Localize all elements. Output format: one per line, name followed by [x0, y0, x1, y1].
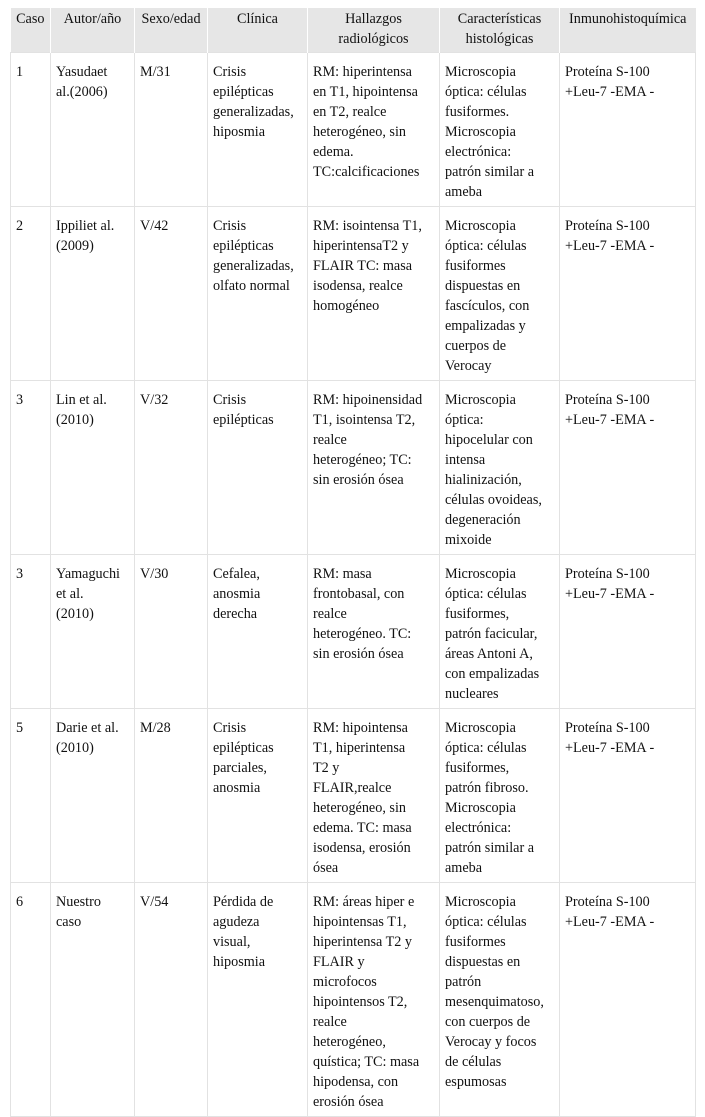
cell-sexo-edad: V/32: [135, 381, 208, 555]
cell-inmuno: Proteína S-100 +Leu-7 -EMA -: [560, 555, 696, 709]
cell-inmuno: Proteína S-100 +Leu-7 -EMA -: [560, 207, 696, 381]
cases-table: [10, 8, 696, 1117]
cell-clinica: Crisis epilépticas generalizadas, hiposmia: [208, 53, 308, 207]
cell-clinica: Crisis epilépticas parciales, anosmia: [208, 709, 308, 883]
cell-histologicas: Microscopia óptica: células fusiformes dispuestas en patrón mesenquimatoso, con cuerpos de Verocay y focos de células espumosas: [440, 883, 560, 1117]
cell-histologicas: Microscopia óptica: células fusiformes, patrón fibroso. Microscopia electrónica: patrón similar a ameba: [440, 709, 560, 883]
cell-sexo-edad: V/42: [135, 207, 208, 381]
header-caso: Caso: [11, 8, 51, 53]
cell-caso: 1: [11, 53, 51, 207]
cell-caso: 5: [11, 709, 51, 883]
cell-sexo-edad: M/28: [135, 709, 208, 883]
cell-caso: 2: [11, 207, 51, 381]
header-clinica: Clínica: [208, 8, 308, 53]
cell-caso: 3: [11, 555, 51, 709]
cell-clinica: Pérdida de agudeza visual, hiposmia: [208, 883, 308, 1117]
table-row: [11, 883, 696, 1117]
cell-autor: Ippiliet al. (2009): [51, 207, 135, 381]
header-autor: Autor/año: [51, 8, 135, 53]
table-row: [11, 207, 696, 381]
cell-sexo-edad: V/54: [135, 883, 208, 1117]
table-row: [11, 381, 696, 555]
cell-inmuno: Proteína S-100 +Leu-7 -EMA -: [560, 53, 696, 207]
table-row: [11, 709, 696, 883]
cell-caso: 6: [11, 883, 51, 1117]
cell-inmuno: Proteína S-100 +Leu-7 -EMA -: [560, 709, 696, 883]
cell-inmuno: Proteína S-100 +Leu-7 -EMA -: [560, 883, 696, 1117]
header-hallazgos-radiologicos: Hallazgos radiológicos: [308, 8, 440, 53]
cell-clinica: Cefalea, anosmia derecha: [208, 555, 308, 709]
cell-autor: Lin et al. (2010): [51, 381, 135, 555]
cell-radiologicos: RM: masa frontobasal, con realce heterogéneo. TC: sin erosión ósea: [308, 555, 440, 709]
cell-radiologicos: RM: hipoinensidad T1, isointensa T2, realce heterogéneo; TC: sin erosión ósea: [308, 381, 440, 555]
cell-autor: Darie et al. (2010): [51, 709, 135, 883]
cell-radiologicos: RM: isointensa T1, hiperintensaT2 y FLAIR TC: masa isodensa, realce homogéneo: [308, 207, 440, 381]
cell-autor: Yamaguchi et al. (2010): [51, 555, 135, 709]
header-sexo-edad: Sexo/edad: [135, 8, 208, 53]
table-row: [11, 53, 696, 207]
header-caracteristicas-histologicas: Características histológicas: [440, 8, 560, 53]
cell-histologicas: Microscopia óptica: células fusiformes. Microscopia electrónica: patrón similar a ameba: [440, 53, 560, 207]
cell-sexo-edad: V/30: [135, 555, 208, 709]
cell-histologicas: Microscopia óptica: células fusiformes dispuestas en fascículos, con empalizadas y cuerpos de Verocay: [440, 207, 560, 381]
cell-histologicas: Microscopia óptica: hipocelular con intensa hialinización, células ovoideas, degeneración mixoide: [440, 381, 560, 555]
cell-inmuno: Proteína S-100 +Leu-7 -EMA -: [560, 381, 696, 555]
cell-autor: Nuestro caso: [51, 883, 135, 1117]
header-inmunohistoquimica: Inmunohistoquímica: [560, 8, 696, 53]
cell-autor: Yasudaet al.(2006): [51, 53, 135, 207]
table-row: [11, 555, 696, 709]
cell-radiologicos: RM: hipointensa T1, hiperintensa T2 y FLAIR,realce heterogéneo, sin edema. TC: masa isodensa, erosión ósea: [308, 709, 440, 883]
cell-histologicas: Microscopia óptica: células fusiformes, patrón facicular, áreas Antoni A, con empalizadas nucleares: [440, 555, 560, 709]
cell-sexo-edad: M/31: [135, 53, 208, 207]
cell-caso: 3: [11, 381, 51, 555]
cell-radiologicos: RM: áreas hiper e hipointensas T1, hiperintensa T2 y FLAIR y microfocos hipointensos T2, realce heterogéneo, quística; TC: masa hipodensa, con erosión ósea: [308, 883, 440, 1117]
cell-clinica: Crisis epilépticas: [208, 381, 308, 555]
header-row: [11, 8, 696, 53]
cell-clinica: Crisis epilépticas generalizadas, olfato normal: [208, 207, 308, 381]
cell-radiologicos: RM: hiperintensa en T1, hipointensa en T2, realce heterogéneo, sin edema. TC:calcificaciones: [308, 53, 440, 207]
